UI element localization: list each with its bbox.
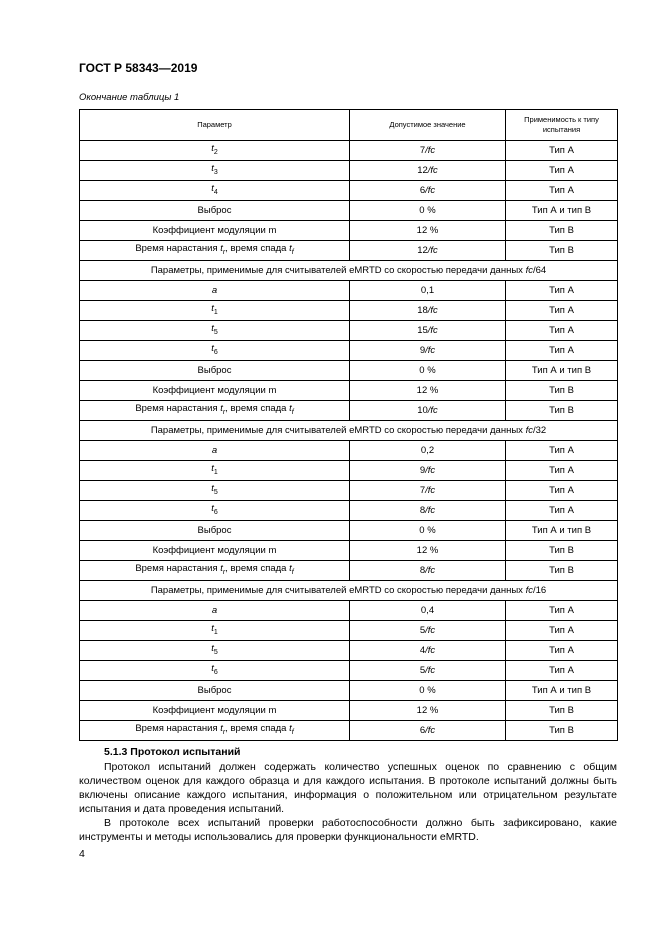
table-row: $t_5$ 15/fc Тип А [80, 321, 618, 341]
table-row: Коэффициент модуляции m 12 % Тип В [80, 221, 618, 241]
table-row: $t_2$ 7/fc Тип А [80, 141, 618, 161]
header-allowed-value: Допустимое значение [350, 110, 506, 141]
table-row: a 0,2 Тип А [80, 441, 618, 461]
group-header-row: Параметры, применимые для считывателей eMRTD со скоростью передачи данных fc/32 [80, 421, 618, 441]
table-row: $t_4$ 6/fc Тип А [80, 181, 618, 201]
table-header-row [80, 110, 618, 141]
table-row: Время нарастания $t_r$, время спада $t_f$ 10/fc Тип В [80, 401, 618, 421]
document-id: ГОСТ Р 58343—2019 [79, 61, 198, 75]
table-row: $t_1$ 18/fc Тип А [80, 301, 618, 321]
table-row: $t_6$ 8/fc Тип А [80, 501, 618, 521]
table-row: $t_5$ 4/fc Тип А [80, 641, 618, 661]
table-row: Время нарастания $t_r$, время спада $t_f$ 8/fc Тип В [80, 561, 618, 581]
table-row: Выброс 0 % Тип А и тип В [80, 201, 618, 221]
table-row: $t_1$ 9/fc Тип А [80, 461, 618, 481]
table-row: Время нарастания $t_r$, время спада $t_f$ 6/fc Тип В [80, 721, 618, 741]
table-row: a 0,4 Тип А [80, 601, 618, 621]
paragraph-1: Протокол испытаний должен содержать количество успешных оценок по сравнению с общим количеством оценок для каждого образца и для каждого испытания. В протоколе испытаний должны быть включены описание каждого испытания, информация о положительном или отрицательном результате испытания и дата проведения испытаний. [79, 761, 617, 815]
table-caption: Окончание таблицы 1 [79, 92, 180, 103]
table-row: $t_5$ 7/fc Тип А [80, 481, 618, 501]
table-row: a 0,1 Тип А [80, 281, 618, 301]
table-row: Время нарастания $t_r$, время спада $t_f$ 12/fc Тип В [80, 241, 618, 261]
table-row: $t_6$ 5/fc Тип А [80, 661, 618, 681]
table-row: Выброс 0 % Тип А и тип В [80, 361, 618, 381]
table-row: Коэффициент модуляции m 12 % Тип В [80, 541, 618, 561]
table-row: Коэффициент модуляции m 12 % Тип В [80, 381, 618, 401]
parameters-table [79, 109, 618, 741]
group-header-row: Параметры, применимые для считывателей eMRTD со скоростью передачи данных fc/16 [80, 581, 618, 601]
table-row: $t_6$ 9/fc Тип А [80, 341, 618, 361]
table-row: Коэффициент модуляции m 12 % Тип В [80, 701, 618, 721]
header-applicability: Применимость к типу испытания [506, 110, 618, 141]
table-row: Выброс 0 % Тип А и тип В [80, 521, 618, 541]
section-title: 5.1.3 Протокол испытаний [104, 746, 241, 758]
table-row: $t_3$ 12/fc Тип А [80, 161, 618, 181]
paragraph-2: В протоколе всех испытаний проверки работоспособности должно быть зафиксировано, какие инструменты и методы использовались для проверки функциональности eMRTD. [79, 817, 617, 843]
table-row: Выброс 0 % Тип А и тип В [80, 681, 618, 701]
header-parameter: Параметр [80, 110, 350, 141]
table-row: $t_1$ 5/fc Тип А [80, 621, 618, 641]
group-header-row: Параметры, применимые для считывателей eMRTD со скоростью передачи данных fc/64 [80, 261, 618, 281]
page-number: 4 [79, 848, 85, 860]
